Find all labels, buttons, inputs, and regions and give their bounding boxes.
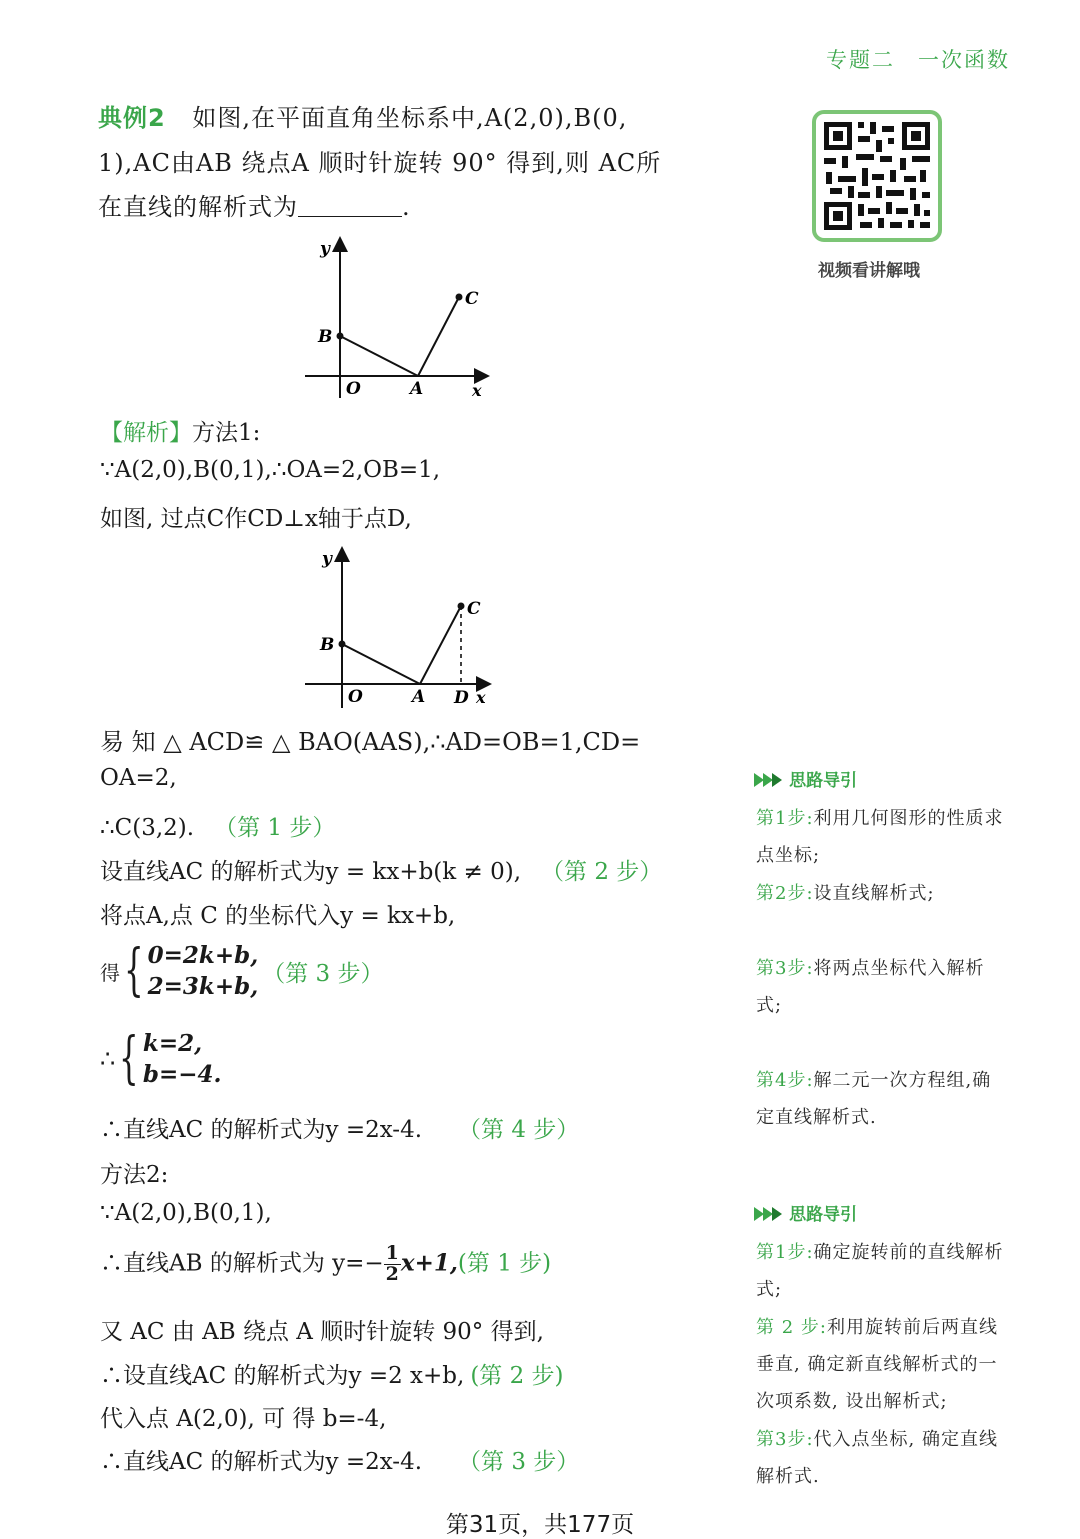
solution-line: 代入点 A(2,0), 可 得 b=-4, — [100, 1406, 387, 1432]
segment-ab — [340, 336, 418, 376]
system-lines — [143, 1028, 222, 1090]
method-2-label: 方法2: — [100, 1162, 169, 1188]
solution-line — [100, 1357, 564, 1390]
equation: k=2, — [142, 1030, 203, 1057]
solution-line — [100, 853, 662, 886]
equation-system-1 — [100, 940, 383, 1002]
question-text-1: 如图,在平面直角坐标系中,A(2,0),B(0, — [192, 104, 628, 132]
solution-text: ∴C(3,2). — [100, 815, 195, 841]
solution-line: 将点A,点 C 的坐标代入y = kx+b, — [100, 903, 456, 929]
solution-line: ∵A(2,0),B(0,1),∴OA=2,OB=1, — [100, 457, 441, 483]
double-arrow-icon — [754, 771, 784, 789]
guide-2-step-2: 第 2 步:利用旋转前后两直线垂直, 确定新直线解析式的一次项系数, 设出解析式; — [756, 1317, 998, 1412]
chapter-header: 专题二 一次函数 — [826, 48, 1010, 72]
solution-line — [100, 1244, 551, 1285]
solution-text: ∴设直线AC 的解析式为y =2 x+b, — [100, 1363, 465, 1389]
step-marker: (第 1 步) — [457, 1250, 552, 1277]
point-b — [337, 333, 344, 340]
solution-line — [100, 1111, 579, 1144]
solution-line — [100, 809, 335, 842]
qr-code[interactable] — [812, 110, 942, 242]
label-x: x — [476, 688, 486, 707]
guide-1-header — [754, 766, 857, 791]
figure-1 — [300, 236, 500, 404]
label-o: O — [346, 379, 361, 399]
step-marker: （第 3 步） — [458, 1449, 580, 1475]
solution-line — [100, 1443, 579, 1476]
question-line-2: 1),AC由AB 绕点A 顺时针旋转 90° 得到,则 AC所 — [98, 149, 662, 177]
label-y: y — [322, 549, 332, 569]
label-a: A — [410, 379, 424, 399]
therefore-symbol: ∴ — [100, 1045, 116, 1074]
segment-ac — [418, 297, 459, 376]
point-b — [339, 641, 346, 648]
label-c: C — [467, 599, 481, 619]
solution-line: OA=2, — [100, 765, 177, 791]
fraction: $\frac{1}{2}$ — [385, 1242, 399, 1285]
question-text-3: 在直线的解析式为 — [98, 193, 298, 221]
double-arrow-icon — [754, 1205, 784, 1223]
label-b: B — [318, 327, 333, 347]
solution-heading — [100, 414, 260, 447]
system-lines — [148, 940, 259, 1002]
guide-1-step-4: 第4步:解二元一次方程组,确定直线解析式. — [756, 1070, 992, 1128]
label-b: B — [320, 635, 335, 655]
solution-line: ∵A(2,0),B(0,1), — [100, 1200, 272, 1226]
solution-text: 得 — [100, 960, 120, 985]
guide-1-step-1: 第1步:利用几何图形的性质求点坐标; — [756, 808, 1004, 866]
brace: { — [119, 1026, 139, 1092]
segment-ac — [420, 606, 461, 684]
answer-blank — [298, 194, 402, 217]
guide-title: 思路导引 — [789, 771, 858, 791]
step-marker: （第 2 步） — [541, 859, 663, 885]
figure-2 — [300, 546, 500, 714]
label-y: y — [320, 239, 330, 259]
segment-ab — [342, 644, 420, 684]
qr-caption: 视频看讲解哦 — [818, 261, 920, 281]
question-line-1 — [98, 98, 627, 133]
equation: b=−4. — [142, 1061, 222, 1089]
step-marker: （第 4 步） — [458, 1117, 580, 1143]
brace: { — [124, 938, 144, 1004]
equation: 2=3k+b, — [147, 973, 259, 1001]
guide-2-header — [754, 1200, 857, 1225]
method-1-label: 方法1: — [192, 420, 261, 446]
equation: 0=2k+b, — [147, 942, 259, 969]
solution-text: ∴直线AB 的解析式为 y=− — [100, 1250, 384, 1277]
solution-line: 易 知 △ ACD≌ △ BAO(AAS),∴AD=OB=1,CD= — [100, 728, 641, 756]
solution-line: 如图, 过点C作CD⊥x轴于点D, — [100, 506, 412, 532]
label-c: C — [465, 289, 479, 309]
solution-line: 又 AC 由 AB 绕点 A 顺时针旋转 90° 得到, — [100, 1319, 544, 1345]
label-o: O — [348, 687, 363, 707]
solution-text: x+1, — [400, 1249, 458, 1277]
question-end: . — [402, 193, 411, 221]
guide-title: 思路导引 — [789, 1205, 858, 1225]
equation-system-2 — [100, 1028, 222, 1090]
page-number: 第31页，共177页 — [445, 1512, 635, 1538]
point-c — [456, 294, 463, 301]
label-a: A — [412, 687, 426, 707]
question-line-3 — [98, 187, 411, 222]
guide-2-step-3: 第3步:代入点坐标, 确定直线解析式. — [756, 1429, 998, 1487]
solution-text: 设直线AC 的解析式为y = kx+b(k ≠ 0), — [100, 859, 522, 885]
step-marker: （第 1 步） — [214, 815, 336, 841]
guide-1-step-3: 第3步:将两点坐标代入解析式; — [756, 958, 985, 1016]
analysis-label: 【解析】 — [100, 420, 192, 446]
guide-1-step-2: 第2步:设直线解析式; — [756, 883, 935, 904]
step-marker: (第 2 步) — [470, 1363, 564, 1389]
label-x: x — [472, 381, 482, 400]
example-label: 典例2 — [98, 104, 166, 132]
label-d: D — [454, 688, 469, 708]
qr-code-pattern — [816, 114, 938, 238]
step-marker: （第 3 步） — [262, 960, 384, 987]
guide-2-step-1: 第1步:确定旋转前的直线解析式; — [756, 1242, 1004, 1300]
solution-text: ∴直线AC 的解析式为y =2x-4. — [100, 1449, 423, 1475]
point-c — [458, 603, 465, 610]
solution-text: ∴直线AC 的解析式为y =2x-4. — [100, 1117, 423, 1143]
